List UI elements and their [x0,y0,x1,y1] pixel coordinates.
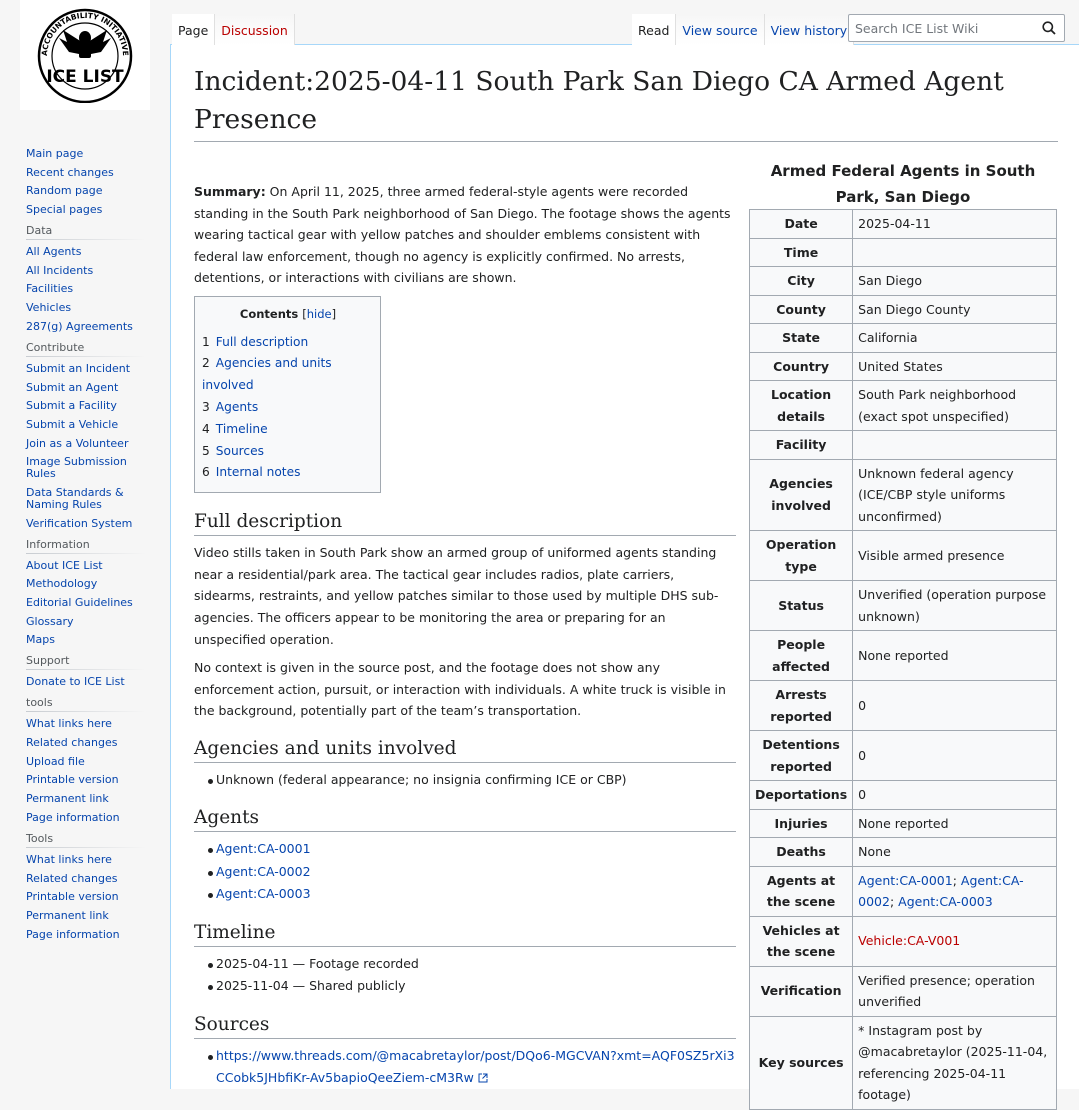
nav-tools-upper-heading: Tools [26,832,146,848]
table-row [750,866,1057,916]
source-link[interactable]: https://www.threads.com/@macabretaylor/post/DQo6-MGCVAN?xmt=AQF0SZ5rXi3CCobk5JHbfiKr-Av5bapioQeeZiem-cM3Rw [216,1047,735,1086]
row-value: California [853,324,1057,353]
table-row [750,916,1057,966]
nav-tools-what-links-here[interactable]: What links here [26,852,112,866]
row-label: Agents at the scene [750,866,853,916]
row-value: None [853,838,1057,867]
nav-tools-lower [26,696,146,823]
row-value: * Instagram post by @macabretaylor (2025-11-04, referencing 2025-04-11 footage) [853,1016,1057,1109]
article-body [194,181,736,1090]
nav-287g-agreements[interactable]: 287(g) Agreements [26,319,133,333]
nav-all-agents[interactable]: All Agents [26,245,82,259]
nav-tools-lower-heading: tools [26,696,146,712]
row-value: 0 [853,731,1057,781]
search-box [848,14,1065,42]
table-of-contents [194,296,381,493]
heading-agencies: Agencies and units involved [194,736,736,763]
row-label: Key sources [750,1016,853,1109]
toc-item[interactable]: 6 Internal notes [202,465,301,480]
search-input[interactable] [849,21,1035,36]
toc-item[interactable]: 4 Timeline [202,421,268,436]
nav-printable-version[interactable]: Printable version [26,773,119,787]
list-item: Unknown (federal appearance; no insignia confirming ICE or CBP) [206,769,736,792]
row-label: State [750,324,853,353]
page-title: Incident:2025-04-11 South Park San Diego CA Armed Agent Presence [194,63,1058,142]
row-label: Verification [750,966,853,1016]
row-value: Visible armed presence [853,531,1057,581]
infobox-vehicle-link[interactable]: Vehicle:CA-V001 [858,933,961,949]
table-row [750,838,1057,867]
nav-donate[interactable]: Donate to ICE List [26,675,125,689]
tab-read[interactable]: Read [632,14,676,45]
sidebar-navigation [0,140,170,949]
tab-discussion[interactable]: Discussion [215,14,294,45]
nav-submit-incident[interactable]: Submit an Incident [26,361,131,375]
infobox-agent-link[interactable]: Agent:CA-0002 [858,872,1024,909]
nav-editorial-guidelines[interactable]: Editorial Guidelines [26,596,133,609]
infobox-agent-link[interactable]: Agent:CA-0001 [858,872,953,888]
nav-what-links-here[interactable]: What links here [26,717,112,731]
toc-hide-link[interactable]: hide [306,306,332,321]
summary-text: On April 11, 2025, three armed federal-style agents were recorded standing in the South Park neighborhood of San Diego. The footage shows the agents wearing tactical gear with yellow patches and shoulder emblems consistent with federal law enforcement, though no agency is explicitly confirmed. No arrests, detentions, or interactions with civilians are shown. [194,184,731,286]
row-label: Date [750,210,853,239]
content-area [170,44,1079,1102]
search-icon [1042,21,1056,35]
nav-recent-changes[interactable]: Recent changes [26,165,114,179]
nav-tools-page-information[interactable]: Page information [26,927,120,941]
nav-facilities[interactable]: Facilities [26,282,74,296]
nav-page-information[interactable]: Page information [26,810,120,824]
nav-support [26,654,146,688]
agent-link[interactable]: Agent:CA-0001 [216,841,311,857]
nav-contribute [26,341,146,530]
nav-information-heading: Information [26,538,146,554]
nav-submit-agent[interactable]: Submit an Agent [26,380,119,394]
tab-page[interactable]: Page [172,14,215,45]
nav-data-heading: Data [26,224,146,240]
nav-tools-upper [26,832,146,941]
tab-view-history[interactable]: View history [765,14,855,45]
summary-paragraph [194,181,736,289]
nav-tools-related-changes[interactable]: Related changes [26,871,118,885]
row-label: People affected [750,631,853,681]
heading-full-description: Full description [194,509,736,536]
table-row [750,731,1057,781]
row-label: Operation type [750,531,853,581]
nav-contribute-heading: Contribute [26,341,146,357]
toc-item[interactable]: 2 Agencies and units involved [202,356,332,393]
nav-verification-system[interactable]: Verification System [26,516,133,530]
nav-tools-printable-version[interactable]: Printable version [26,890,119,904]
infobox-agent-link[interactable]: Agent:CA-0003 [898,894,993,909]
row-value: None reported [853,809,1057,838]
row-label: Location details [750,381,853,431]
svg-text:ACCOUNTABILITY INITIATIVE: ACCOUNTABILITY INITIATIVE [39,10,131,56]
row-label: County [750,295,853,324]
nav-data-standards[interactable]: Data Standards & Naming Rules [26,485,124,511]
description-paragraph-1: Video stills taken in South Park show an armed group of uniformed agents standing near a residential/park area. The tactical gear includes radios, plate carriers, sidearms, restraints, and yellow patches similar to those used by multiple DHS sub-agencies. The officers appear to be monitoring the area or preparing for an unspecified operation. [194,545,719,647]
table-row [750,210,1057,239]
row-label: Time [750,238,853,267]
view-tabs [632,14,854,44]
row-value: Unverified (operation purpose unknown) [853,581,1057,631]
row-value: 2025-04-11 [853,210,1057,239]
table-row [750,581,1057,631]
nav-maps[interactable]: Maps [26,633,55,647]
timeline-item: 2025-04-11 — Footage recorded [206,953,736,976]
ice-list-logo-icon [35,8,135,103]
table-row [750,1016,1057,1109]
nav-support-heading: Support [26,654,146,670]
row-label: City [750,267,853,296]
toc-item[interactable]: 1 Full description [202,334,309,349]
table-row [750,381,1057,431]
row-value [853,238,1057,267]
row-label: Deaths [750,838,853,867]
infobox-title: Armed Federal Agents in South Park, San Diego [770,162,1036,206]
table-row [750,267,1057,296]
heading-agents: Agents [194,805,736,832]
table-row [750,431,1057,460]
nav-permanent-link[interactable]: Permanent link [26,792,109,806]
row-label: Facility [750,431,853,460]
row-label: Country [750,352,853,381]
table-row [750,809,1057,838]
nav-about[interactable]: About ICE List [26,558,103,572]
table-row [750,966,1057,1016]
namespace-tabs [172,14,295,44]
nav-main-page[interactable]: Main page [26,147,84,160]
table-row [750,324,1057,353]
site-logo[interactable] [20,0,150,110]
row-value: San Diego [853,267,1057,296]
toc-title: Contents [hide] [239,306,337,321]
row-value [853,916,1057,966]
timeline-item: 2025-11-04 — Shared publicly [206,975,736,998]
table-row [750,295,1057,324]
row-label: Deportations [750,781,853,810]
nav-data [26,224,146,333]
row-label: Injuries [750,809,853,838]
row-value: United States [853,352,1057,381]
table-row [750,459,1057,531]
nav-submit-vehicle[interactable]: Submit a Vehicle [26,417,119,431]
row-label: Detentions reported [750,731,853,781]
row-label: Arrests reported [750,681,853,731]
nav-all-incidents[interactable]: All Incidents [26,263,94,277]
search-button[interactable] [1035,15,1063,41]
nav-special-pages[interactable]: Special pages [26,203,103,217]
nav-image-submission-rules[interactable]: Image Submission Rules [26,455,127,481]
row-label: Vehicles at the scene [750,916,853,966]
nav-random-page[interactable]: Random page [26,184,103,198]
nav-join-volunteer[interactable]: Join as a Volunteer [26,436,129,450]
toc-item[interactable]: 3 Agents [202,399,259,414]
table-row [750,781,1057,810]
heading-timeline: Timeline [194,920,736,947]
nav-submit-facility[interactable]: Submit a Facility [26,399,117,413]
table-row [750,681,1057,731]
row-value: Unknown federal agency (ICE/CBP style uniforms unconfirmed) [853,459,1057,531]
row-value: 0 [853,781,1057,810]
external-link-icon [478,1073,488,1083]
row-value: Verified presence; operation unverified [853,966,1057,1016]
agent-link[interactable]: Agent:CA-0003 [216,886,311,902]
description-paragraph-2: No context is given in the source post, and the footage does not show any enforcement action, pursuit, or interaction with individuals. A white truck is visible in the background, potentially part of the team’s transportation. [194,660,726,719]
nav-upload-file[interactable]: Upload file [26,754,85,768]
row-label: Status [750,581,853,631]
table-row [750,352,1057,381]
nav-main [26,148,146,216]
row-value: San Diego County [853,295,1057,324]
row-value [853,431,1057,460]
nav-glossary[interactable]: Glossary [26,614,74,628]
row-value: 0 [853,681,1057,731]
table-row [750,631,1057,681]
nav-methodology[interactable]: Methodology [26,577,98,591]
nav-information [26,538,146,647]
row-value: None reported [853,631,1057,681]
toc-item[interactable]: 5 Sources [202,443,264,458]
table-row [750,531,1057,581]
table-row [750,238,1057,267]
nav-related-changes[interactable]: Related changes [26,736,118,750]
row-label: Agencies involved [750,459,853,531]
tab-view-source[interactable]: View source [676,14,764,45]
summary-label: Summary: [194,184,266,199]
nav-tools-permanent-link[interactable]: Permanent link [26,908,109,922]
nav-vehicles[interactable]: Vehicles [26,301,72,315]
infobox-table [749,209,1057,1110]
svg-text:ICE LIST: ICE LIST [46,66,124,87]
row-value: Agent:CA-0001; Agent:CA-0002; Agent:CA-0003 [853,866,1057,916]
row-value: South Park neighborhood (exact spot unspecified) [853,381,1057,431]
heading-sources: Sources [194,1012,736,1039]
agent-link[interactable]: Agent:CA-0002 [216,863,311,879]
